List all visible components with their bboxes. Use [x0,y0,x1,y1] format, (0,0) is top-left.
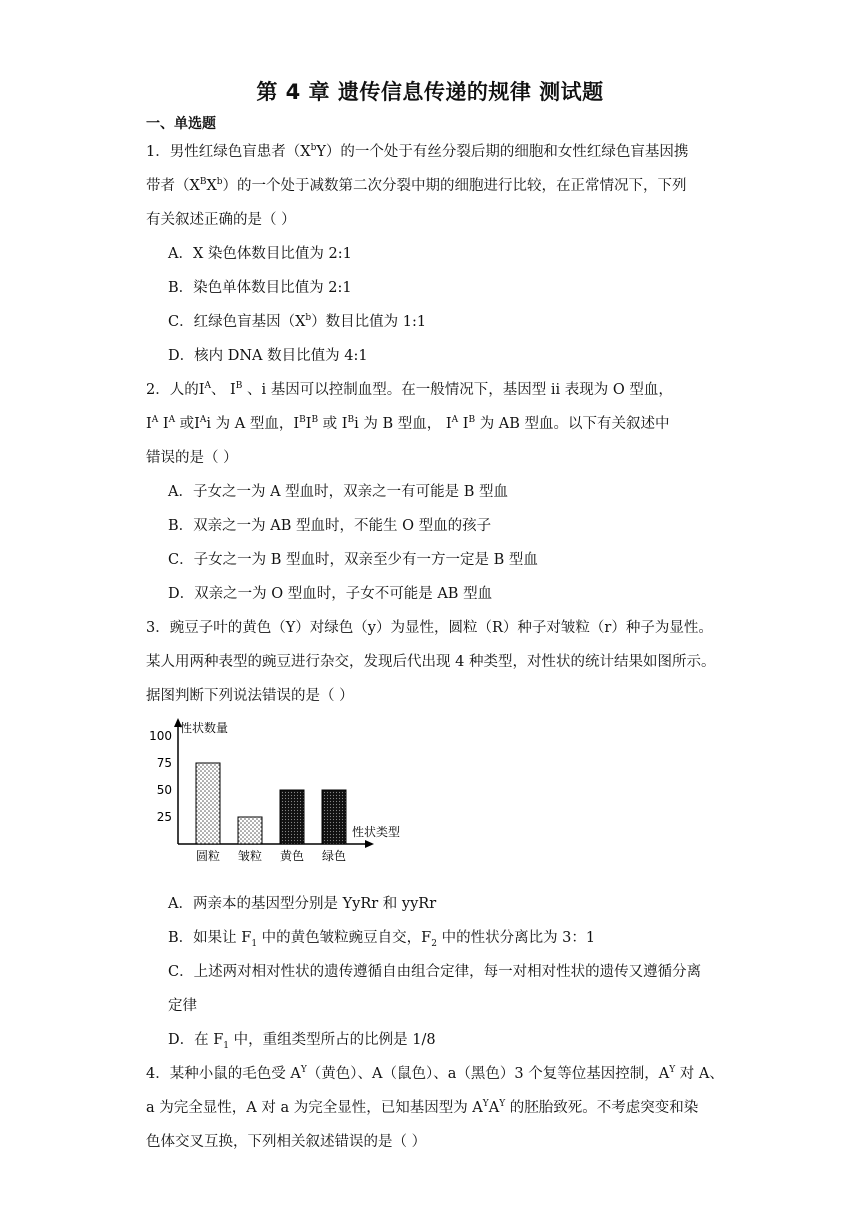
chart-bar-4 [322,790,346,844]
q3-option-d[interactable]: D．在 $F_1$ 中，重组类型所占的比例是 1/8 [168,1032,436,1051]
q2-line-2: Ⅰ$^A$ Ⅰ$^A$ 或Ⅰ$^A$i 为 A 型血，$I^BI^B$ 或 $I^Bi$ 为 B 型血， Ⅰ$^A$ Ⅰ$^B$ 为 AB 型血。以下有关叙述中 [146,415,670,432]
chart-category-label: 黄色 [279,849,305,863]
page-title: 第 4 章 遗传信息传递的规律 测试题 [256,80,604,104]
q3-line-2: 某人用两种表型的豌豆进行杂交，发现后代出现 4 种类型，对性状的统计结果如图所示。 [146,654,716,670]
chart-bar-1 [196,763,220,844]
q4-line-2: a 为完全显性，A 对 a 为完全显性，已知基因型为 $A^YA^Y$ 的胚胎致死。不考虑突变和染 [146,1099,699,1116]
chart-ytick-label: 100 [149,729,172,743]
chart-category-label: 圆粒 [195,849,221,863]
q3-option-a[interactable]: A．两亲本的基因型分别是 YyRr 和 yyRr [168,896,437,912]
q2-option-b[interactable]: B．双亲之一为 AB 型血时，不能生 O 型血的孩子 [168,518,492,534]
q3-option-c[interactable]: C．上述两对相对性状的遗传遵循自由组合定律，每一对相对性状的遗传又遵循分离 [168,964,702,980]
chart-ytick-label: 50 [156,783,172,797]
chart-ytick-label: 25 [156,810,172,824]
q2-option-a[interactable]: A．子女之一为 A 型血时，双亲之一有可能是 B 型血 [168,484,509,500]
chart-ylabel: 性状数量 [180,721,229,735]
q2-option-c[interactable]: C．子女之一为 B 型血时，双亲至少有一方一定是 B 型血 [168,552,538,568]
q2-line-1: 2．人的Ⅰ$^A$、 Ⅰ$^B$ 、i 基因可以控制血型。在一般情况下，基因型 ii 表现为 O 型血， [146,381,673,398]
chart-category-label: 皱粒 [237,849,263,863]
trait-bar-chart [146,716,416,866]
q1-option-a[interactable]: A．X 染色体数目比值为 2:1 [168,246,352,262]
q3-option-b[interactable]: B．如果让 $F_1$ 中的黄色皱粒豌豆自交，$F_2$ 中的性状分离比为 3：1 [168,930,596,949]
q4-line-3: 色体交叉互换，下列相关叙述错误的是（ ） [146,1134,427,1150]
q2-option-d[interactable]: D．双亲之一为 O 型血时，子女不可能是 AB 型血 [168,586,493,602]
q2-line-3: 错误的是（ ） [146,450,238,466]
q3-line-1: 3．豌豆子叶的黄色（Y）对绿色（y）为显性，圆粒（R）种子对皱粒（r）种子为显性。 [146,620,713,636]
chart-ytick-label: 75 [156,756,172,770]
q3-line-3: 据图判断下列说法错误的是（ ） [146,688,354,704]
q3-option-c-cont: 定律 [168,998,197,1014]
q1-option-d[interactable]: D．核内 DNA 数目比值为 4:1 [168,348,368,364]
q1-option-c[interactable]: C．红绿色盲基因$(X^b)$数目比值为 1:1 [168,313,427,330]
chart-bar-2 [238,817,262,844]
chart-xlabel: 性状类型 [352,825,401,839]
q1-line-1: 1．男性红绿色盲患者$(X^bY)$的一个处于有丝分裂后期的细胞和女性红绿色盲基因携 [146,143,689,160]
q1-line-3: 有关叙述正确的是（ ） [146,212,296,228]
q1-option-b[interactable]: B．染色单体数目比值为 2:1 [168,280,352,296]
chart-category-label: 绿色 [321,849,347,863]
section-heading: 一、单选题 [146,116,216,132]
q4-line-1: 4．某种小鼠的毛色受 $A^Y$（黄色）、A（鼠色）、a（黑色）3 个复等位基因控制，$A^Y$ 对 A、 [146,1065,724,1082]
q1-line-2: 带者$(X^BX^b)$的一个处于减数第二次分裂中期的细胞进行比较，在正常情况下，下列 [146,177,687,194]
chart-bar-3 [280,790,304,844]
